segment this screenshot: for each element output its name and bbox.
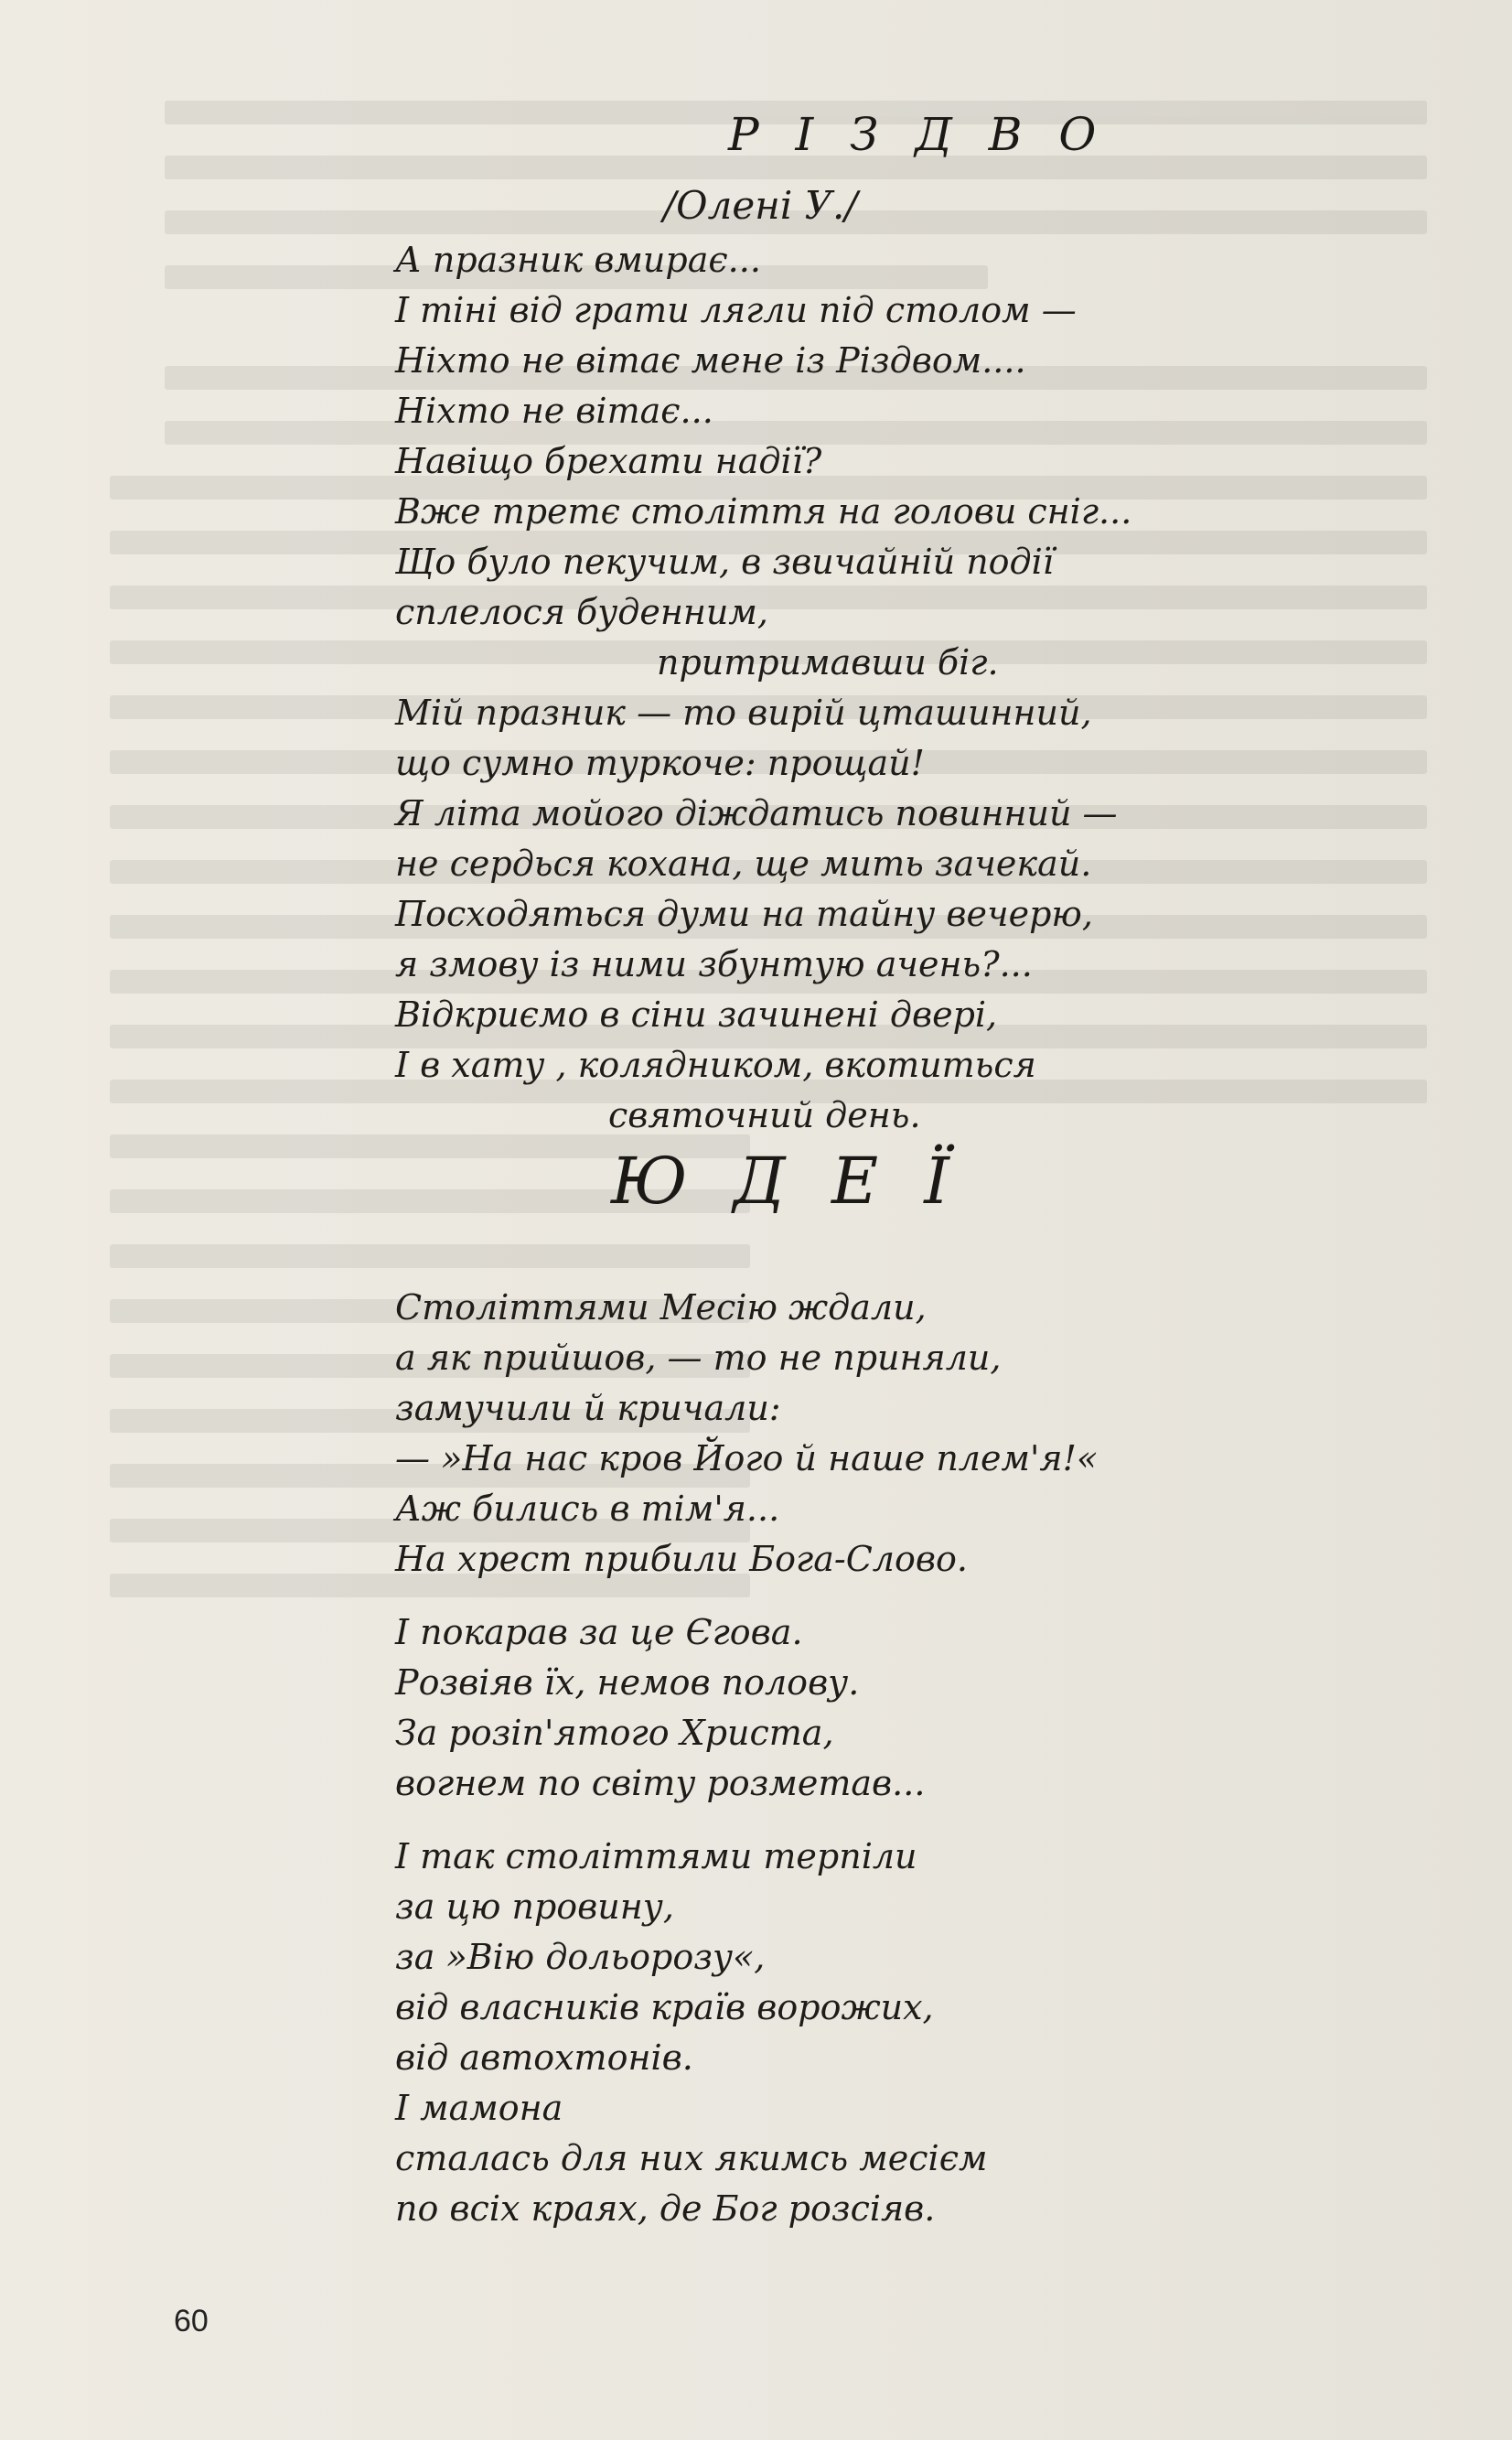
poem2-line: сталась для них якимсь месієм (395, 2138, 988, 2178)
poem1-line: Відкриємо в сіни зачинені двері, (395, 994, 998, 1035)
poem1-line: І тіні від грати лягли під столом — (395, 290, 1077, 330)
poem2-line: від власників країв ворожих, (395, 1987, 934, 2027)
poem2-line: І мамона (395, 2088, 563, 2128)
poem-title-rizdvo: Р І З Д В О (728, 108, 1108, 161)
poem1-line: Мій празник — то вирій цташинний, (395, 693, 1092, 733)
poem1-line: Що було пекучим, в звичайній події (395, 542, 1054, 582)
poem2-line: від автохтонів. (395, 2037, 693, 2078)
poem2-line: За розіп'ятого Христа, (395, 1713, 834, 1753)
poem1-line: Вже третє століття на голови сніг... (395, 491, 1132, 532)
poem1-line: Ніхто не вітає... (395, 391, 713, 431)
poem2-line: І покарав за це Єгова. (395, 1612, 803, 1652)
poem-title-iudei: Ю Д Е Ї (611, 1144, 962, 1219)
poem2-line: замучили й кричали: (395, 1388, 781, 1428)
poem2-line: вогнем по світу розметав... (395, 1763, 926, 1803)
poem1-line: святочний день. (608, 1095, 921, 1135)
poem-dedication: /Олені У./ (663, 183, 858, 228)
poem1-line: притримавши біг. (657, 642, 999, 683)
poem2-line: по всіх краях, де Бог розсіяв. (395, 2188, 936, 2229)
poem2-line: — »На нас кров Його й наше плем'я!« (395, 1438, 1099, 1478)
page-number: 60 (174, 2304, 209, 2338)
poem1-line: не сердься кохана, ще мить зачекай. (395, 844, 1092, 884)
poem1-line: Я літа мойого діждатись повинний — (395, 793, 1118, 833)
poem2-line: а як прийшов, — то не приняли, (395, 1338, 1002, 1378)
poem2-line: Розвіяв їх, немов полову. (395, 1662, 860, 1703)
poem1-line: І в хату , колядником, вкотиться (395, 1045, 1036, 1085)
poem2-line: Століттями Месію ждали, (395, 1287, 927, 1327)
poem1-line: Ніхто не вітає мене із Різдвом.... (395, 340, 1026, 381)
poem1-line: я змову із ними збунтую ачень?... (395, 944, 1033, 984)
poem2-line: за цю провину, (395, 1886, 674, 1927)
poem1-line: Посходяться думи на тайну вечерю, (395, 894, 1093, 934)
poem1-line: Навіщо брехати надії? (395, 441, 822, 481)
poem1-line: А празник вмирає... (395, 240, 761, 280)
poem2-line: І так століттями терпіли (395, 1836, 917, 1876)
poem2-line: за »Вію дольорозу«, (395, 1937, 766, 1977)
poem2-line: Аж бились в тім'я... (395, 1489, 780, 1529)
poem1-line: сплелося буденним, (395, 592, 768, 632)
poem1-line: що сумно туркоче: прощай! (395, 743, 925, 783)
poem2-line: На хрест прибили Бога-Слово. (395, 1539, 968, 1579)
